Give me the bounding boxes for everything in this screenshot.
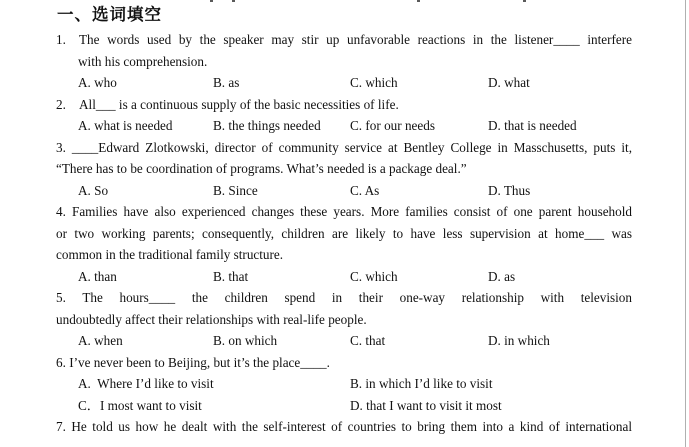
question-1-text-line-2: with his comprehension.	[78, 53, 208, 69]
question-5-option-d: D. in which	[488, 333, 550, 348]
question-4-option-d: D. as	[488, 268, 516, 284]
cropped-text-artifact	[210, 0, 213, 2]
question-4-option-b: B. that	[213, 268, 249, 284]
page-edge-line	[685, 0, 686, 447]
question-1-option-b: B. as	[213, 75, 240, 90]
question-2-text: All___ is a continuous supply of the basic necessities of life.	[79, 96, 399, 112]
question-2-option-d: D. that is needed	[488, 118, 577, 133]
question-2-options	[56, 115, 632, 137]
question-5-option-a: A. when	[78, 333, 123, 348]
question-2-option-b: B. the things needed	[213, 118, 321, 133]
question-1-number: 1.	[56, 32, 66, 47]
question-3-options	[56, 180, 632, 202]
question-1-option-c: C. which	[350, 75, 398, 90]
question-6-option-c: C．I most want to visit	[78, 397, 202, 413]
question-list	[56, 29, 632, 438]
question-6-options-row-2	[56, 395, 632, 417]
question-5-option-b: B. on which	[213, 333, 278, 348]
question-3-option-d: D. Thus	[488, 182, 531, 198]
question-6-option-a: A. Where I’d like to visit	[78, 376, 214, 391]
question-4-options	[56, 266, 632, 288]
cropped-text-artifact	[523, 0, 526, 2]
question-6-option-b: B. in which I’d like to visit	[350, 376, 493, 391]
question-3-option-b: B. Since	[213, 182, 258, 198]
question-6-option-d: D. that I want to visit it most	[350, 397, 502, 413]
question-7-text-line-1: 7. He told us how he dealt with the self-interest of countries to bring them into a kind of international	[56, 419, 632, 434]
question-1-option-a: A. who	[78, 75, 117, 90]
question-5-text-line-2: undoubtedly affect their relationships with real-life people.	[56, 311, 367, 327]
question-4-text-line-1: 4. Families have also experienced changes these years. More families consist of one parent household	[56, 204, 632, 219]
question-4-option-a: A. than	[78, 268, 117, 284]
question-2-text-line-1	[56, 94, 632, 116]
question-2-option-c: C. for our needs	[350, 118, 435, 133]
question-4-text-line-2: or two working parents; consequently, children are likely to have less supervision at home___ was	[56, 225, 632, 241]
question-3-option-c: C. As	[350, 182, 380, 198]
question-2-option-a: A. what is needed	[78, 118, 173, 133]
section-title: 一、选词填空	[57, 5, 162, 24]
question-1-options	[56, 72, 632, 94]
question-5-text-line-1: 5. The hours____ the children spend in their one-way relationship with television	[56, 290, 632, 305]
cropped-text-artifact	[232, 0, 235, 2]
question-4-option-c: C. which	[350, 268, 398, 284]
question-6-text-line-1: 6. I’ve never been to Beijing, but it’s the place____.	[56, 354, 330, 370]
cropped-text-artifact	[417, 0, 420, 2]
question-1-text: The words used by the speaker may stir up unfavorable reactions in the listener____ interfere	[79, 32, 632, 47]
question-1-option-d: D. what	[488, 75, 530, 90]
question-3-text-line-2: “There has to be coordination of programs. What’s needed is a package deal.”	[56, 161, 467, 176]
question-4-text-line-3: common in the traditional family structure.	[56, 247, 284, 262]
question-3-option-a: A. So	[78, 182, 109, 198]
question-5-option-c: C. that	[350, 333, 386, 348]
question-2-number: 2.	[56, 96, 66, 112]
question-3-text-line-1: 3. ____Edward Zlotkowski, director of community service at Bentley College in Masschusetts, puts it,	[56, 139, 632, 155]
question-1-text-line-1	[56, 29, 632, 51]
question-5-options	[56, 330, 632, 352]
question-6-options-row-1	[56, 373, 632, 395]
